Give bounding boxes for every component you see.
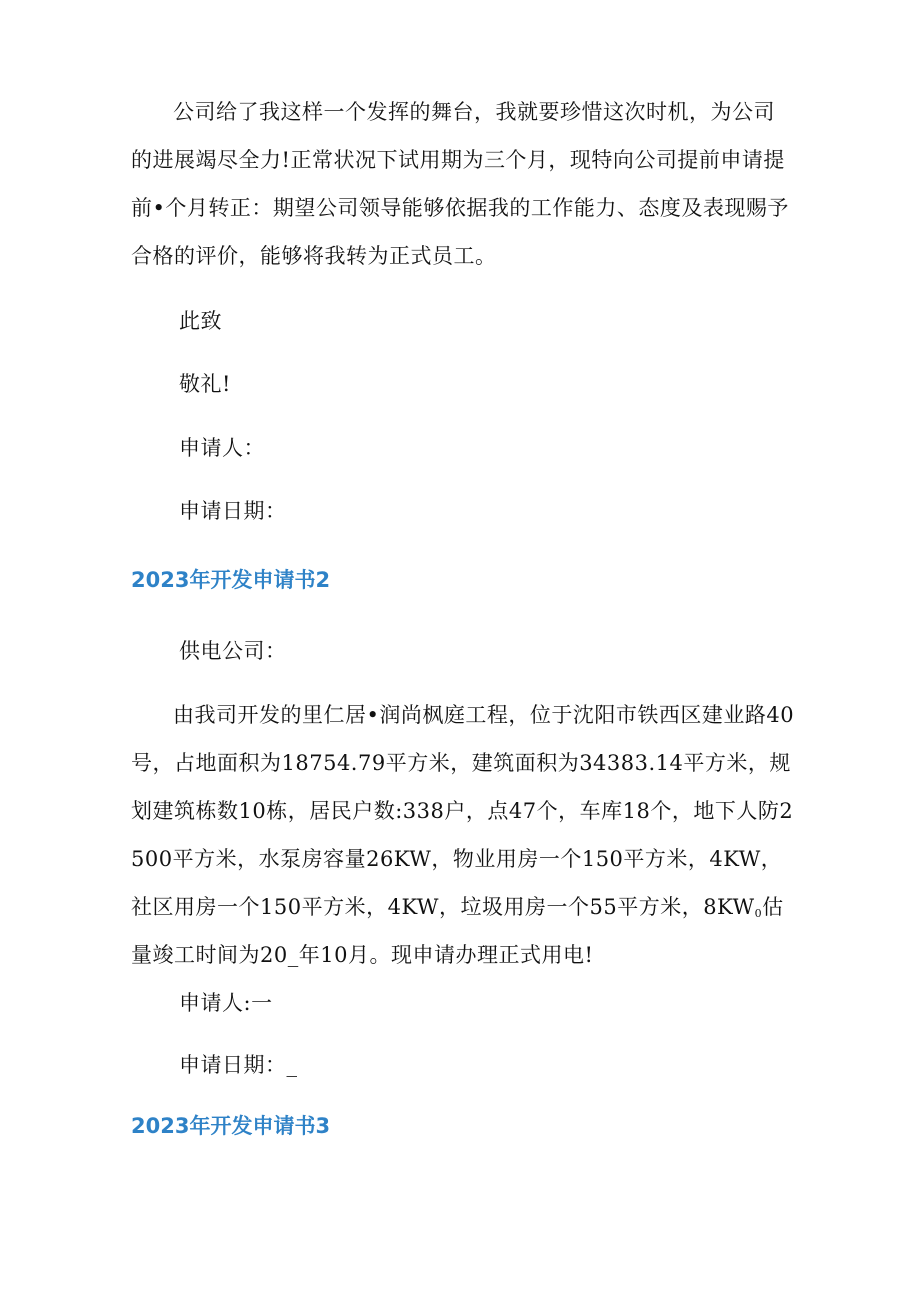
applicant-label-2: 申请人:一 bbox=[179, 991, 273, 1015]
section-heading-2: 2023年开发申请书2 bbox=[131, 568, 331, 592]
paragraph-tail-text: 估量竣工时间为20_年10月。现申请办理正式用电! bbox=[131, 895, 784, 967]
subscript-digit: 0 bbox=[754, 907, 763, 920]
paragraph-main-text: 由我司开发的里仁居•润尚枫庭工程，位于沈阳市铁西区建业路40号，占地面积为18754.79平方米，建筑面积为34383.14平方米，规划建筑栋数10栋，居民户数:338户，点47个，车库18个，地下人防2500平方米，水泵房容量26KW，物业用房一个150平方米，4KW，社区用房一个150平方米，4KW，垃圾用房一个55平方米，8KW bbox=[131, 703, 795, 919]
date-label-1: 申请日期： bbox=[179, 499, 287, 523]
paragraph-power-application bbox=[131, 691, 795, 979]
section-heading-3: 2023年开发申请书3 bbox=[131, 1114, 331, 1138]
closing-jingli: 敬礼! bbox=[179, 372, 231, 396]
date-label-2: 申请日期：_ bbox=[179, 1053, 298, 1077]
paragraph-probation: 公司给了我这样一个发挥的舞台，我就要珍惜这次时机，为公司的进展竭尽全力!正常状况下试用期为三个月，现特向公司提前申请提前•个月转正：期望公司领导能够依据我的工作能力、态度及表现赐予合格的评价，能够将我转为正式员工。 bbox=[131, 100, 789, 268]
closing-cizhi: 此致 bbox=[179, 309, 222, 333]
applicant-label-1: 申请人： bbox=[179, 436, 265, 460]
salutation-power-company: 供电公司： bbox=[179, 639, 287, 663]
